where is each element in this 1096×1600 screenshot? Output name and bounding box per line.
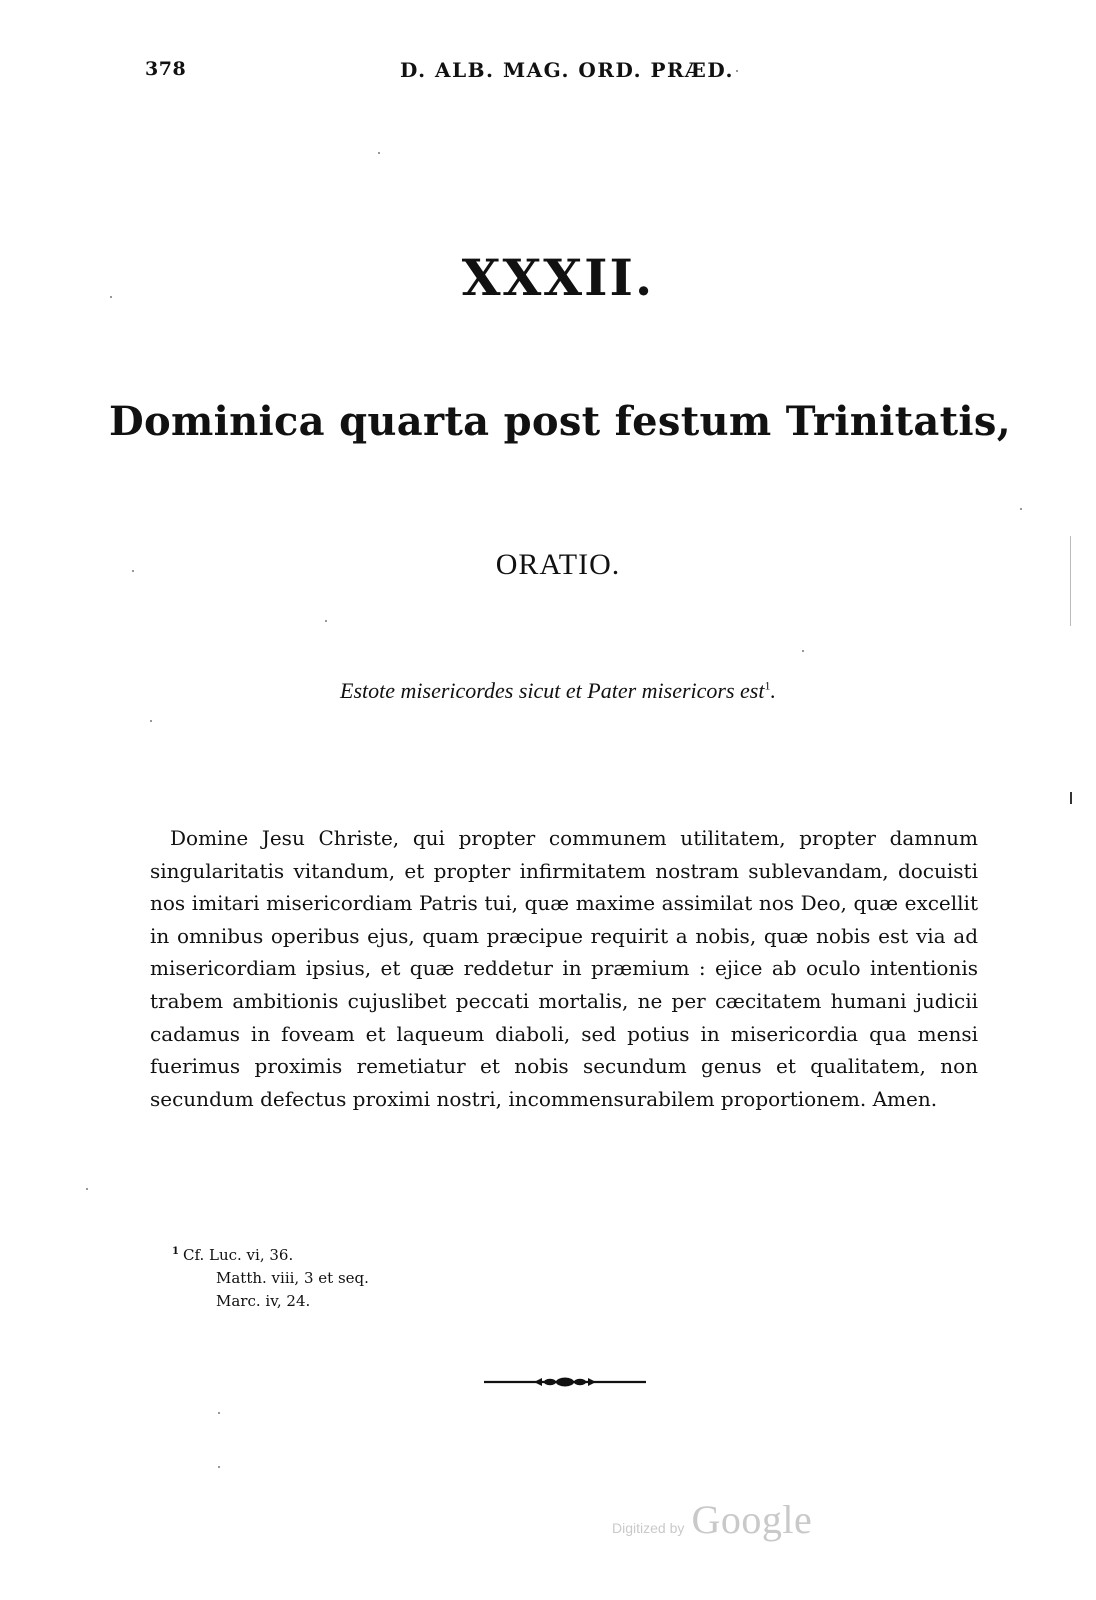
footnote-line: Matth. viii, 3 et seq. <box>216 1269 369 1287</box>
scan-speck <box>150 720 152 722</box>
epigraph-ending: . <box>770 678 776 703</box>
prayer-text: Domine Jesu Christe, qui propter communem utilitatem, propter damnum singularitatis vitandum, et propter infirmitatem nostram sublevandam, docuisti nos imitari misericordiam Patris tui, quæ maxime assimilat nos Deo, quæ excellit in omnibus operibus ejus, quam præcipue requirit a nobis, quæ nobis est via ad misericordiam ipsius, et quæ reddetur in præmium : ejice ab oculo intentionis trabem ambitionis cujuslibet peccati mortalis, ne per cæcitatem humani judicii cadamus in foveam et laqueum diaboli, sed potius in misericordia qua mensi fuerimus proximis remetiatur et nobis secundum genus et qualitatem, non secundum defectus proximi nostri, incommensurabilem proportionem. Amen. <box>150 826 978 1111</box>
scan-speck <box>378 152 380 154</box>
footnotes <box>172 1240 572 1313</box>
chapter-title: Dominica quarta post festum Trinitatis, <box>109 398 1011 445</box>
chapter-number: XXXII. <box>461 248 655 307</box>
footnote-marker: 1 <box>172 1246 179 1257</box>
scan-speck <box>86 1188 88 1190</box>
section-heading: ORATIO. <box>495 548 621 581</box>
footnote-line: Marc. iv, 24. <box>216 1292 311 1310</box>
running-title: D. ALB. MAG. ORD. PRÆD. <box>400 58 734 82</box>
scan-speck <box>736 70 738 72</box>
epigraph-text: Estote misericordes sicut et Pater misericors est <box>340 678 765 703</box>
epigraph <box>0 678 1096 704</box>
running-head <box>0 58 1096 88</box>
footnote-text: Cf. Luc. vi, 36. <box>182 1246 294 1264</box>
watermark-prefix: Digitized by <box>612 1520 685 1536</box>
scan-edge-mark <box>1070 792 1072 804</box>
scan-speck <box>218 1466 220 1468</box>
scan-speck <box>132 570 134 572</box>
digitized-watermark <box>612 1496 812 1546</box>
ornamental-divider <box>484 1372 646 1392</box>
scan-speck <box>218 1412 220 1414</box>
watermark-logo: Google <box>691 1497 813 1542</box>
scan-speck <box>1020 508 1022 510</box>
scan-speck <box>802 650 804 652</box>
page-number: 378 <box>145 58 187 80</box>
scan-speck <box>325 620 327 622</box>
epigraph-footnote-marker: 1 <box>764 678 771 693</box>
scan-edge-mark <box>1070 536 1071 626</box>
scan-speck <box>110 296 112 298</box>
footnote-line <box>172 1240 572 1267</box>
